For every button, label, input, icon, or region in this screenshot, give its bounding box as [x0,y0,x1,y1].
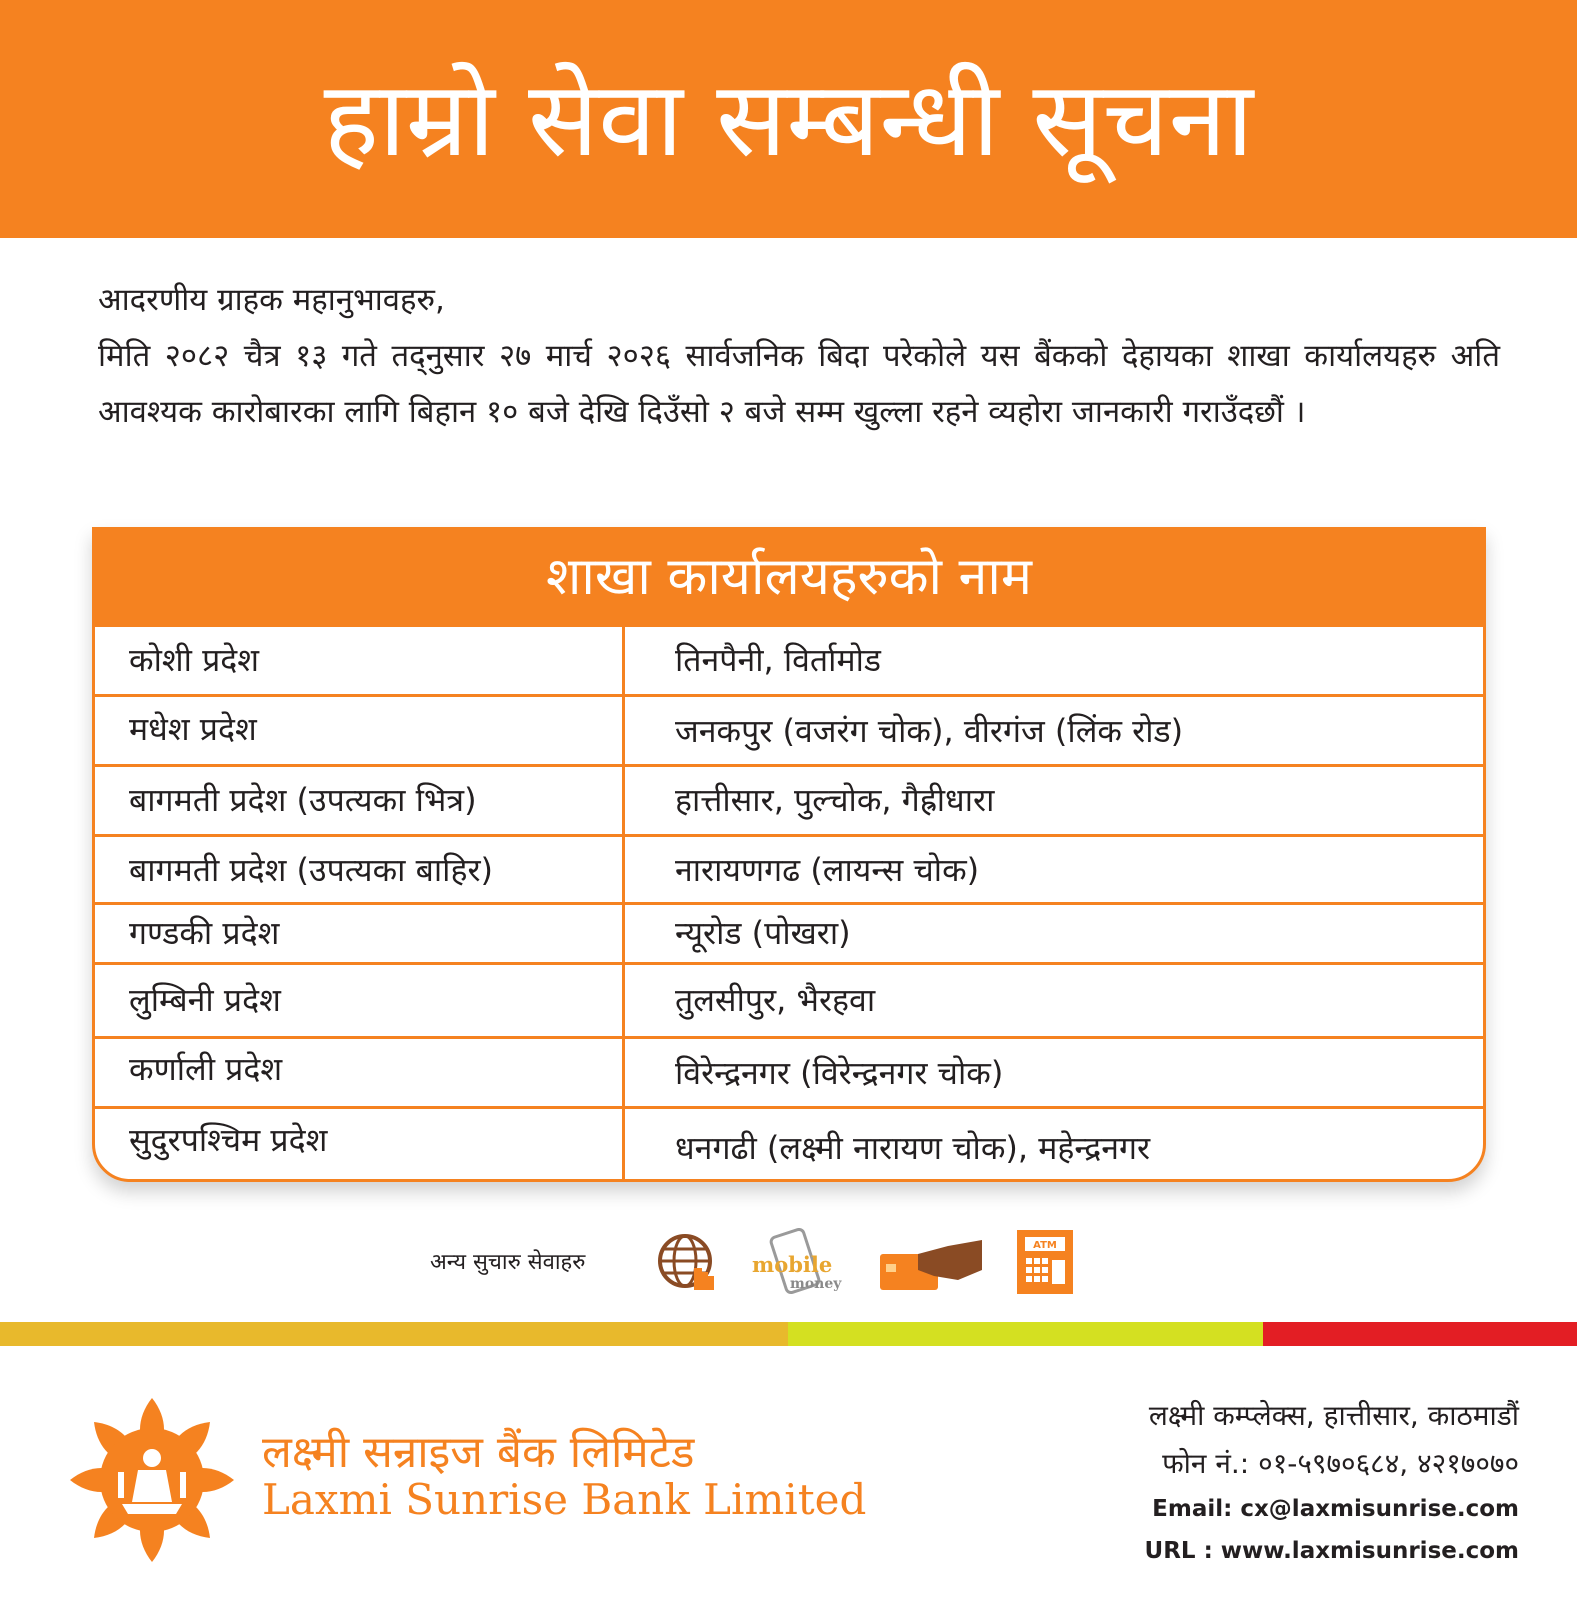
province-cell: कोशी प्रदेश [129,641,260,679]
branches-cell: जनकपुर (वजरंग चोक), वीरगंज (लिंक रोड) [675,712,1184,750]
stripe-lime [788,1322,1263,1346]
branches-cell: तुलसीपुर, भैरहवा [675,981,876,1019]
table-row [95,902,1483,962]
website-url: URL : www.laxmisunrise.com [1144,1538,1519,1564]
table-title: शाखा कार्यालयहरुको नाम [95,530,1483,624]
stripe-gold [0,1322,788,1346]
table-row [95,764,1483,834]
branches-cell: हात्तीसार, पुल्चोक, गैह्रीधारा [675,781,995,819]
bank-logo-icon [60,1395,245,1565]
branch-table [92,527,1486,1182]
contact-block [1145,1392,1519,1572]
table-row [95,694,1483,764]
atm-icon [1017,1230,1073,1294]
province-cell: मधेश प्रदेश [129,710,257,748]
branches-cell: नारायणगढ (लायन्स चोक) [675,851,980,889]
table-row [95,624,1483,694]
card-payment-icon [878,1240,984,1296]
email: Email: cx@laxmisunrise.com [1152,1496,1519,1522]
table-row [95,834,1483,902]
greeting: आदरणीय ग्राहक महानुभावहरु, [98,282,445,318]
province-cell: गण्डकी प्रदेश [129,914,280,952]
services-label: अन्य सुचारु सेवाहरु [430,1250,586,1275]
table-row [95,1036,1483,1106]
address: लक्ष्मी कम्प्लेक्स, हात्तीसार, काठमाडौं [1148,1399,1519,1432]
table-row [95,962,1483,1036]
branches-cell: विरेन्द्रनगर (विरेन्द्रनगर चोक) [675,1054,1004,1092]
province-cell: कर्णाली प्रदेश [129,1050,283,1088]
table-row [95,1106,1483,1182]
bank-name-np: लक्ष्मी सन्राइज बैंक लिमिटेड [262,1427,695,1478]
internet-banking-icon [656,1232,718,1294]
bank-name-en: Laxmi Sunrise Bank Limited [262,1475,867,1524]
notice-paragraph: मिति २०८२ चैत्र १३ गते तद्नुसार २७ मार्च २०२६ सार्वजनिक बिदा परेकोले यस बैंकको देहायका शाखा कार्यालयहरु अति आवश्यक कारोबारका लागि बिहान १० बजे देखि दिउँसो २ बजे सम्म खुल्ला रहने व्यहोरा जानकारी गराउँदछौं । [98,338,1500,430]
header-banner [0,0,1577,238]
province-cell: बागमती प्रदेश (उपत्यका बाहिर) [129,851,494,889]
province-cell: सुदुरपश्चिम प्रदेश [129,1121,328,1159]
other-services [0,1228,1577,1300]
stripe-red [1263,1322,1577,1346]
phone: फोन नं.: ०१-५९७०६८४, ४२१७०७० [1162,1447,1519,1480]
branches-cell: तिनपैनी, विर्तामोड [675,641,882,679]
branches-cell: धनगढी (लक्ष्मी नारायण चोक), महेन्द्रनगर [675,1129,1151,1167]
province-cell: बागमती प्रदेश (उपत्यका भित्र) [129,781,477,819]
atm-text: ATM [1033,1240,1057,1251]
mobile-text: mobile [752,1252,833,1277]
intro-text [98,272,1500,440]
branches-cell: न्यूरोड (पोखरा) [675,914,851,952]
money-text: money [790,1276,842,1292]
notice-title: हाम्रो सेवा सम्बन्धी सूचना [323,58,1254,180]
mobile-money-icon [748,1228,848,1298]
province-cell: लुम्बिनी प्रदेश [129,981,281,1019]
